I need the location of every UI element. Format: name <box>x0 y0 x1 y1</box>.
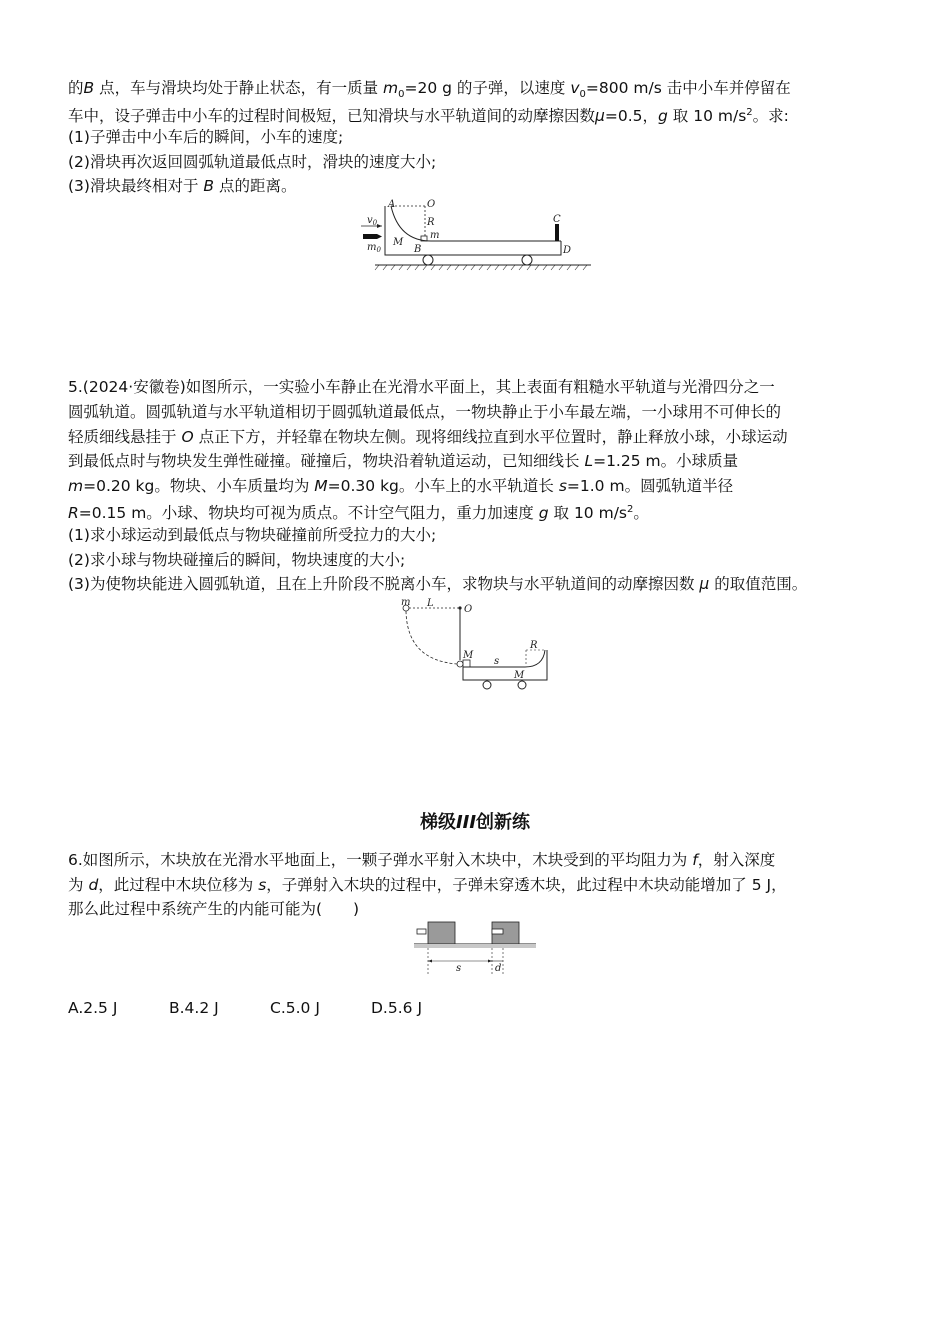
q4-text-line-1: 的B 点，车与滑块均处于静止状态，有一质量 $m_0=20$ g 的子弹，以速度 $v_0=800$ m/s 击中小车并停留在 <box>68 79 791 101</box>
label-O: O <box>427 199 436 210</box>
q6-text-line-1: 6.如图所示，木块放在光滑水平地面上，一颗子弹水平射入木块中，木块受到的平均阻力为 f，射入深度 <box>68 851 776 869</box>
label-d: d <box>495 963 502 974</box>
q6-text-line-2: 为 d，此过程中木块位移为 s，子弹射入木块的过程中，子弹未穿透木块，此过程中木块动能增加了 5 J， <box>68 876 787 894</box>
label-R: R <box>427 217 435 228</box>
q5-text-line-5: m=0.20 kg。物块、小车质量均为 M=0.30 kg。小车上的水平轨道长 s=1.0 m。圆弧轨道半径 <box>68 477 734 495</box>
option-b[interactable]: B.4.2 J <box>169 999 219 1017</box>
q4-sub-question-2: (2)滑块再次返回圆弧轨道最低点时，滑块的速度大小; <box>68 153 437 171</box>
q5-text-line-6: R=0.15 m。小球、物块均可视为质点。不计空气阻力，重力加速度 g 取 10 $m/s^2$。 <box>68 504 649 523</box>
q4-sub-question-1: (1)子弹击中小车后的瞬间，小车的速度; <box>68 128 344 146</box>
q6-options <box>68 996 472 1020</box>
q4-figure <box>355 198 595 276</box>
q6-text-line-3: 那么此过程中系统产生的内能可能为( ) <box>68 900 360 918</box>
label-v0: $v_0$ <box>367 215 378 227</box>
label-R: R <box>530 640 538 651</box>
label-O: O <box>464 604 473 615</box>
q6-figure <box>412 918 538 980</box>
q4-text-line-2: 车中，设子弹击中小车的过程时间极短，已知滑块与水平轨道间的动摩擦因数μ=0.5，g 取 10 $m/s^2$。求: <box>68 107 789 126</box>
q5-figure <box>395 596 555 694</box>
q5-sub-question-2: (2)求小球与物块碰撞后的瞬间，物块速度的大小; <box>68 551 406 569</box>
label-M: M <box>393 237 404 248</box>
q5-sub-question-3: (3)为使物块能进入圆弧轨道，且在上升阶段不脱离小车，求物块与水平轨道间的动摩擦因数 μ 的取值范围。 <box>68 575 808 593</box>
q4-sub-question-3: (3)滑块最终相对于 B 点的距离。 <box>68 177 297 195</box>
label-s: s <box>456 963 462 974</box>
q5-text-line-1: 5.(2024·安徽卷)如图所示，一实验小车静止在光滑水平面上，其上表面有粗糙水平轨道与光滑四分之一 <box>68 378 775 396</box>
label-m0: $m_0$ <box>367 242 381 254</box>
option-c[interactable]: C.5.0 J <box>270 999 320 1017</box>
option-a[interactable]: A.2.5 J <box>68 999 118 1017</box>
label-L: L <box>427 598 434 609</box>
option-d[interactable]: D.5.6 J <box>371 999 423 1017</box>
label-M-block: M <box>463 650 474 661</box>
section-title: 梯级III创新练 <box>419 812 531 833</box>
q5-text-line-2: 圆弧轨道。圆弧轨道与水平轨道相切于圆弧轨道最低点，一物块静止于小车最左端，一小球用不可伸长的 <box>68 403 782 421</box>
label-m: m <box>401 597 411 608</box>
label-C: C <box>553 214 561 225</box>
label-m: m <box>430 230 440 241</box>
label-D: D <box>563 245 572 256</box>
q5-text-line-4: 到最低点时与物块发生弹性碰撞。碰撞后，物块沿着轨道运动，已知细线长 L=1.25 m。小球质量 <box>68 452 739 470</box>
q5-text-line-3: 轻质细线悬挂于 O 点正下方，并轻靠在物块左侧。现将细线拉直到水平位置时，静止释放小球，小球运动 <box>68 428 788 446</box>
q5-sub-question-1: (1)求小球运动到最低点与物块碰撞前所受拉力的大小; <box>68 526 437 544</box>
label-B: B <box>414 244 422 255</box>
label-M-cart: M <box>514 670 525 681</box>
label-A: A <box>388 199 396 210</box>
label-s: s <box>494 656 500 667</box>
